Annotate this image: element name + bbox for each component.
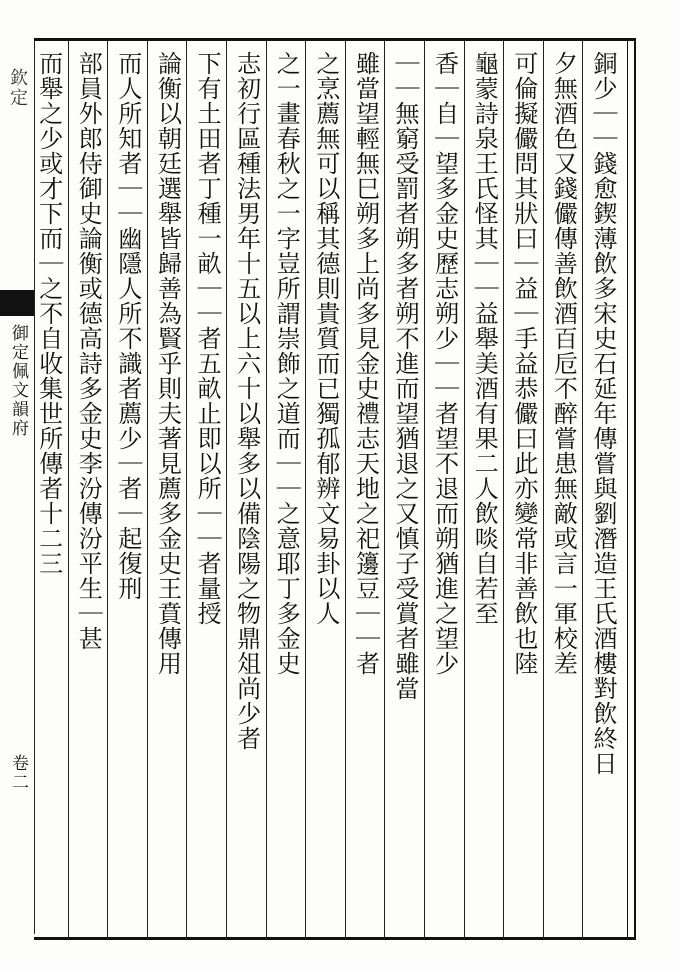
book-title: 御定佩文韻府: [8, 324, 28, 438]
column-text: 雖當望輕無巳朔多上尚多見金史禮志天地之祀籩豆｜｜者: [351, 51, 380, 676]
text-frame: [34, 38, 636, 940]
column-text: 部員外郎侍御史論衡或德高詩多金史李汾傳汾平生｜甚: [74, 51, 103, 651]
column-text: 銅少｜｜錢愈鍥薄飲多宋史石延年傳嘗與劉潛造王氏酒樓對飲終日: [589, 51, 617, 776]
column-text: 志初行區種法男年十五以上六十以舉多以備陰陽之物鼎俎尚少者: [232, 51, 261, 751]
text-column: [226, 41, 266, 937]
text-column: [464, 41, 504, 937]
column-text: ｜｜無窮受罰者朔多者朔不進而望猶退之又慎子受賞者雖當: [391, 51, 420, 701]
text-column: [543, 41, 583, 937]
text-column: [384, 41, 424, 937]
text-column: [345, 41, 385, 937]
text-column: [68, 41, 108, 937]
column-text: 而人所知者｜｜幽隱人所不識者薦少｜者｜起復刑: [113, 51, 142, 601]
text-column: [266, 41, 306, 937]
text-column: [582, 41, 622, 937]
text-column: [186, 41, 226, 937]
text-columns: [34, 41, 622, 937]
page-number: 卷二: [8, 754, 28, 792]
column-text: 夕無酒色又錢儼傳善飲酒百卮不醉嘗患無敵或言一軍校差: [549, 51, 578, 676]
text-column: [305, 41, 345, 937]
column-text: 龜蒙詩泉王氏怪其｜｜益舉美酒有果二人飲啖自若至: [470, 51, 499, 626]
column-text: 下有土田者丁種一畝｜｜者五畝止即以所｜｜者量授: [193, 51, 222, 626]
column-text: 之烹薦無可以稱其德則貴質而已獨孤郁辨文易卦以人: [311, 51, 340, 626]
column-text: 之一畫春秋之一字豈所謂崇飾之道而｜｜之意耶丁多金史: [272, 51, 301, 676]
text-column: [107, 41, 147, 937]
column-text: 論衡以朝廷選舉皆歸善為賢乎則夫著見薦多金史王賁傳用: [153, 51, 182, 676]
text-column: [28, 41, 68, 937]
text-column: [147, 41, 187, 937]
text-column: [503, 41, 543, 937]
column-text: 而舉之少或才下而｜之不自收集世所傳者十二三: [34, 51, 63, 576]
margin-fragment: 欽定: [7, 68, 28, 108]
column-text: 可倫擬儼問其狀曰｜益｜手益恭儼曰此亦變常非善飲也陸: [509, 51, 538, 676]
text-column: [424, 41, 464, 937]
column-text: 香｜自｜望多金史歷志朔少｜｜者望不退而朔猶進之望少: [430, 51, 459, 676]
